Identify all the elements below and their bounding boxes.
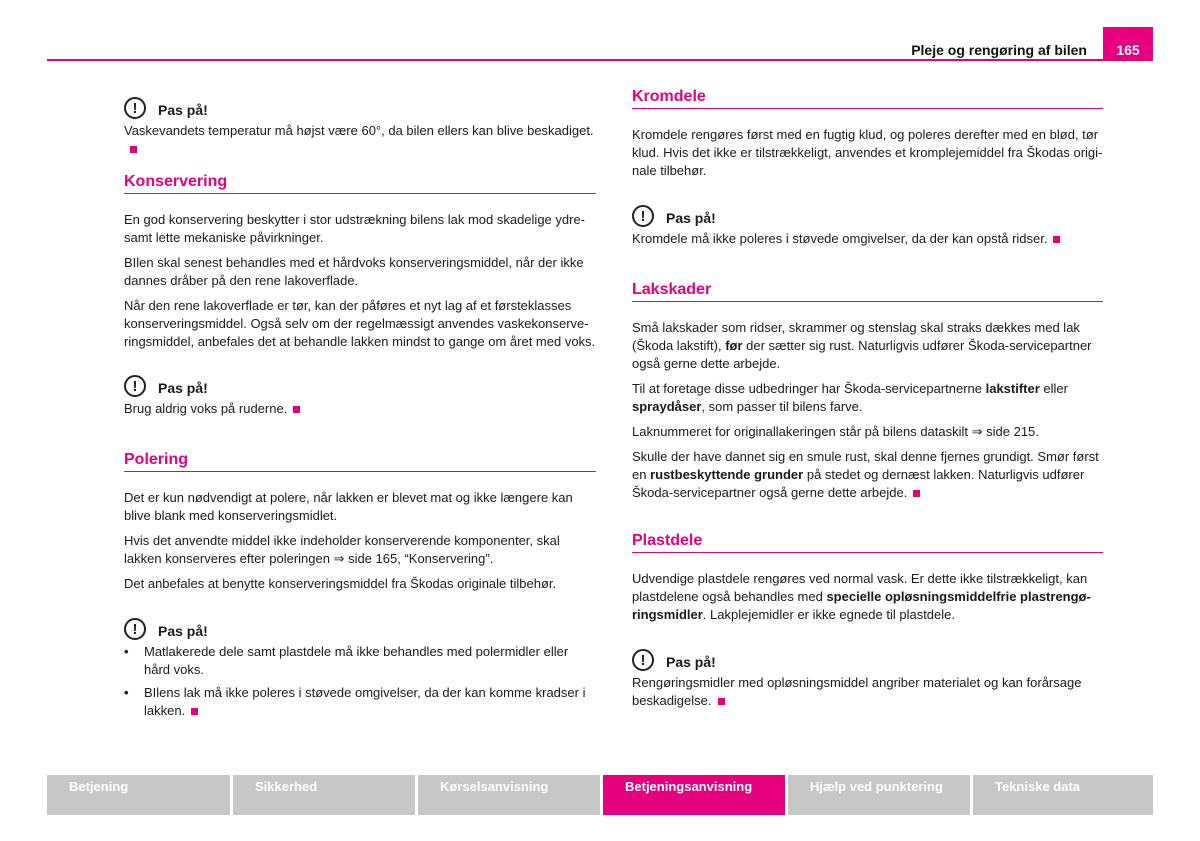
paragraph: Skulle der have dannet sig en smule rust, skal denne fjernes grundigt. Smør først en rustbeskyttende grunder på stedet og dernæst lakken. Naturligvis udfører Škoda-servicepartner også gerne dette arbejde.: [632, 449, 1099, 500]
polering-body: [124, 489, 596, 593]
paragraph: Laknummeret for originallakeringen står på bilens dataskilt ⇒ side 215.: [632, 424, 1039, 439]
warning-text: Rengøringsmidler med opløsningsmiddel angriber materialet og kan forårsage beskadigelse.: [632, 675, 1082, 708]
section-heading-polering: Polering: [124, 450, 596, 472]
list-item: • Matlakerede dele samt plastdele må ikke behandles med polermidler eller hård voks.: [124, 644, 569, 677]
end-marker-icon: [718, 698, 725, 705]
exclamation-circle-icon: !: [124, 618, 146, 640]
warning-text: Kromdele må ikke poleres i støvede omgivelser, da der kan opstå ridser.: [632, 231, 1048, 246]
exclamation-circle-icon: !: [632, 649, 654, 671]
paragraph: Når den rene lakoverflade er tør, kan der påføres et nyt lag af et førsteklasses konserveringsmiddel. Også selv om der regelmæssigt anvendes vaskekonserve-ringsmiddel, anbefales det at behandle lakken mindst to gange om året med voks.: [124, 298, 596, 349]
warning-title: Pas på!: [666, 210, 716, 226]
plastdele-body: [632, 570, 1103, 624]
bullet-icon: •: [124, 685, 129, 700]
end-marker-icon: [1053, 236, 1060, 243]
tab-hjaelp-ved-punktering[interactable]: Hjælp ved punktering: [788, 775, 970, 815]
list-item: • BIlens lak må ikke poleres i støvede omgivelser, da der kan komme kradser i lakken.: [124, 685, 586, 718]
end-marker-icon: [913, 490, 920, 497]
warning-text: Vaskevandets temperatur må højst være 60°, da bilen ellers kan blive beskadiget.: [124, 123, 594, 138]
exclamation-circle-icon: !: [124, 97, 146, 119]
footer-nav: [47, 775, 1153, 815]
tab-betjening[interactable]: Betjening: [47, 775, 230, 815]
end-marker-icon: [293, 406, 300, 413]
paragraph: Kromdele rengøres først med en fugtig klud, og poleres derefter med en blød, tør klud. Hvis det ikke er tilstrækkeligt, anvendes et kromplejemiddel fra Škodas origi-nale tilbehør.: [632, 127, 1103, 178]
page-header-title: Pleje og rengøring af bilen: [911, 42, 1087, 58]
section-heading-lakskader: Lakskader: [632, 280, 1103, 302]
bullet-icon: •: [124, 644, 129, 659]
end-marker-icon: [191, 708, 198, 715]
paragraph: Små lakskader som ridser, skrammer og stenslag skal straks dækkes med lak (Škoda lakstift), før der sætter sig rust. Naturligvis udfører Škoda-servicepartner også gerne dette arbejde.: [632, 320, 1092, 371]
warning-block-kromdele: [632, 201, 1103, 248]
paragraph: BIlen skal senest behandles med et hårdvoks konserveringsmiddel, når der ikke dannes dråber på den rene lakoverflade.: [124, 255, 584, 288]
exclamation-circle-icon: !: [632, 205, 654, 227]
warning-block-voks: [124, 371, 596, 418]
warning-block-polermidler: [124, 614, 596, 720]
end-marker-icon: [130, 146, 137, 153]
tab-sikkerhed[interactable]: Sikkerhed: [233, 775, 415, 815]
paragraph: Til at foretage disse udbedringer har Škoda-servicepartnerne lakstifter eller spraydåser, som passer til bilens farve.: [632, 381, 1068, 414]
exclamation-circle-icon: !: [124, 375, 146, 397]
warning-block-plastdele: [632, 645, 1103, 710]
kromdele-body: [632, 126, 1103, 180]
paragraph: Det er kun nødvendigt at polere, når lakken er blevet mat og ikke længere kan blive blank med konserveringsmidlet.: [124, 490, 573, 523]
tab-korselsanvisning[interactable]: Kørselsanvisning: [418, 775, 600, 815]
warning-title: Pas på!: [158, 102, 208, 118]
warning-title: Pas på!: [158, 380, 208, 396]
konservering-body: [124, 211, 596, 351]
section-heading-konservering: Konservering: [124, 172, 596, 194]
header-rule: [47, 59, 1153, 61]
warning-title: Pas på!: [158, 623, 208, 639]
section-heading-plastdele: Plastdele: [632, 531, 1103, 553]
paragraph: Det anbefales at benytte konserveringsmiddel fra Škodas originale tilbehør.: [124, 576, 557, 591]
paragraph: Hvis det anvendte middel ikke indeholder konserverende komponenter, skal lakken konserveres efter poleringen ⇒ side 165, “Konservering”.: [124, 533, 560, 566]
warning-title: Pas på!: [666, 654, 716, 670]
paragraph: En god konservering beskytter i stor udstrækning bilens lak mod skadelige ydre-samt lette mekaniske påvirkninger.: [124, 212, 586, 245]
section-heading-kromdele: Kromdele: [632, 87, 1103, 109]
tab-betjeningsanvisning[interactable]: Betjeningsanvisning: [603, 775, 785, 815]
lakskader-body: [632, 319, 1103, 502]
warning-text: Brug aldrig voks på ruderne.: [124, 401, 288, 416]
page-number: 165: [1103, 27, 1153, 61]
paragraph: Udvendige plastdele rengøres ved normal vask. Er dette ikke tilstrækkeligt, kan plastdelene også behandles med specielle opløsningsmiddelfrie plastrengø-ringsmidler. Lakplejemidler er ikke egnede til plastdele.: [632, 571, 1091, 622]
tab-tekniske-data[interactable]: Tekniske data: [973, 775, 1153, 815]
warning-block-temperature: [124, 93, 596, 158]
